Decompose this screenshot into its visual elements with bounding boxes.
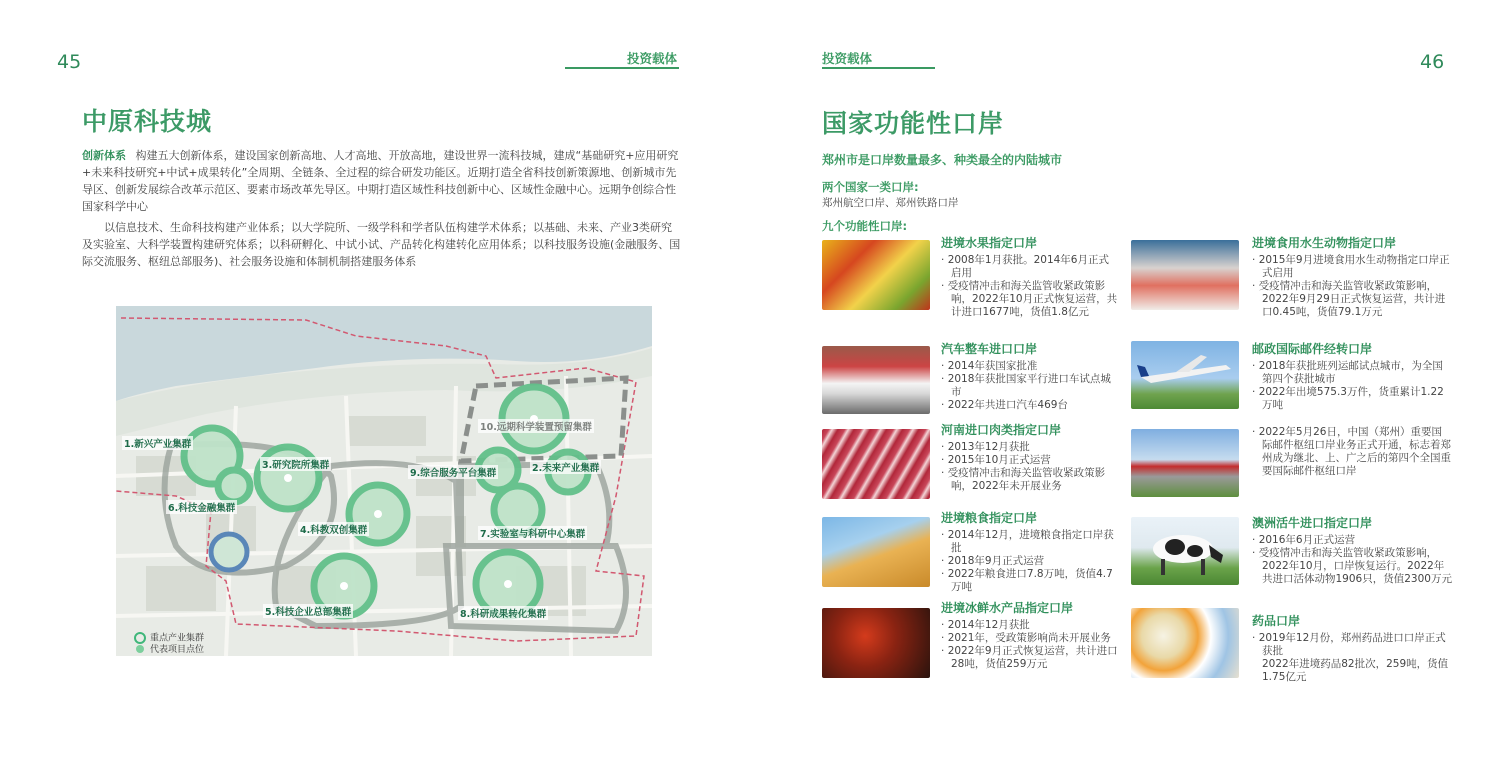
- port-postal: [1252, 340, 1452, 412]
- port-item: · 2022年出境575.3万件，货重累计1.22万吨: [1252, 386, 1444, 411]
- section-label-right: 投资载体: [822, 51, 873, 66]
- port-item: · 2014年12月，进境粮食指定口岸获批: [941, 529, 1114, 554]
- port-item: 2022年进境药品82批次，259吨，货值1.75亿元: [1262, 658, 1449, 683]
- cluster-label: 3.研究院所集群: [260, 457, 331, 471]
- cluster-label: 10.远期科学装置预留集群: [478, 419, 594, 433]
- cluster-label: 9.综合服务平台集群: [408, 465, 498, 479]
- cluster-label: 4.科教双创集群: [298, 522, 369, 536]
- port-item: · 2022年共进口汽车469台: [941, 399, 1068, 411]
- fruit-photo: [822, 240, 930, 310]
- port-title: 进境水果指定口岸: [941, 236, 1038, 250]
- lobster-photo: [822, 608, 930, 678]
- port-item: · 2014年获国家批准: [941, 360, 1038, 372]
- port-item: · 2014年12月获批: [941, 619, 1030, 631]
- port-fruit: [941, 234, 1119, 319]
- page-title-right: 国家功能性口岸: [822, 109, 1005, 138]
- port-title: 进境食用水生动物指定口岸: [1252, 236, 1397, 250]
- cattle-photo: [1131, 517, 1239, 585]
- grain-photo: [822, 517, 930, 587]
- cow-icon: [1131, 517, 1239, 585]
- port-item: · 2022年5月26日，中国（郑州）重要国际邮件枢纽口岸业务正式开通，标志着郑州成为继北、上、广之后的第四个全国重要国际邮件枢纽口岸: [1252, 426, 1451, 477]
- port-item: · 2021年，受政策影响尚未开展业务: [941, 632, 1111, 644]
- cluster-label: 6.科技金融集群: [166, 500, 237, 514]
- meat-photo: [822, 429, 930, 499]
- car-photo: [822, 346, 930, 414]
- planning-map: [116, 306, 652, 656]
- airplane-icon: [1131, 341, 1239, 409]
- class1-label: 两个国家一类口岸:: [822, 180, 919, 194]
- port-item: · 受疫情冲击和海关监管收紧政策影响，2022年未开展业务: [941, 467, 1106, 492]
- port-medicine: [1252, 612, 1452, 684]
- system-paragraph: 以信息技术、生命科技构建产业体系；以大学院所、一级学科和学者队伍构建学术体系；以基础、未来、产业3类研究及实验室、大科学装置构建研究体系；以科研孵化、中试小试、产品转化构建转化应用体系；以科技服务设施(金融服务、国际交流服务、枢纽总部服务)、社会服务设施和体制机制搭建服务体系: [82, 221, 681, 268]
- airplane-photo: [1131, 341, 1239, 409]
- port-title: 进境粮食指定口岸: [941, 511, 1038, 525]
- port-item: · 2013年12月获批: [941, 441, 1030, 453]
- page-number-right: 46: [1420, 51, 1445, 73]
- func-label: 九个功能性口岸:: [822, 219, 908, 233]
- cluster-ring-icon: [134, 632, 146, 644]
- port-item: · 2015年9月进境食用水生动物指定口岸正式启用: [1252, 254, 1450, 279]
- lead-label: 创新体系: [82, 149, 126, 162]
- map-legend: [134, 632, 204, 656]
- class1-text: 郑州航空口岸、郑州铁路口岸: [822, 197, 959, 209]
- seafood-photo: [1131, 240, 1239, 310]
- port-item: · 2008年1月获批。2014年6月正式启用: [941, 254, 1109, 279]
- section-label-left: 投资载体: [627, 51, 678, 66]
- section-underline-right: [822, 67, 935, 69]
- page-number-left: 45: [57, 51, 82, 73]
- port-title: 邮政国际邮件经转口岸: [1252, 342, 1373, 356]
- page-title-left: 中原科技城: [82, 107, 213, 136]
- port-item: · 2019年12月份，郑州药品进口口岸正式获批: [1252, 632, 1446, 657]
- port-item: · 2015年10月正式运营: [941, 454, 1051, 466]
- port-aquatic: [1252, 234, 1452, 319]
- map-graphic: [116, 306, 652, 656]
- medicine-photo: [1131, 608, 1239, 678]
- cluster-label: 7.实验室与科研中心集群: [478, 526, 587, 540]
- port-title: 澳洲活牛进口指定口岸: [1252, 516, 1373, 530]
- port-item: · 2022年粮食进口7.8万吨，货值4.7万吨: [941, 568, 1113, 593]
- port-item: · 受疫情冲击和海关监管收紧政策影响，2022年10月正式恢复运营，共计进口1677吨，货值1.8亿元: [941, 280, 1118, 318]
- port-meat: [941, 421, 1119, 493]
- cluster-label: 2.未来产业集群: [530, 460, 601, 474]
- port-title: 河南进口肉类指定口岸: [941, 423, 1062, 437]
- section-underline-left: [565, 67, 679, 69]
- port-item: · 2018年获批国家平行进口车试点城市: [941, 373, 1111, 398]
- port-item: · 2018年获批班列运邮试点城市，为全国第四个获批城市: [1252, 360, 1443, 385]
- project-dot-icon: [136, 645, 144, 653]
- cluster-label: 5.科技企业总部集群: [263, 604, 353, 618]
- port-item: · 2018年9月正式运营: [941, 555, 1045, 567]
- port-cattle: [1252, 514, 1452, 586]
- port-title: 药品口岸: [1252, 614, 1301, 628]
- subtitle: 郑州市是口岸数量最多、种类最全的内陆城市: [822, 153, 1063, 167]
- port-title: 进境冰鲜水产品指定口岸: [941, 601, 1074, 615]
- port-postal-hub: [1252, 426, 1452, 478]
- intro-paragraph: [82, 147, 682, 215]
- port-title: 汽车整车进口口岸: [941, 342, 1038, 356]
- port-seafood-chilled: [941, 599, 1119, 671]
- port-grain: [941, 509, 1119, 594]
- port-item: · 受疫情冲击和海关监管收紧政策影响，2022年10月，口岸恢复运行。2022年共进口活体动物1906只，货值2300万元: [1252, 547, 1452, 585]
- port-car: [941, 340, 1119, 412]
- intro-text: 构建五大创新体系，建设国家创新高地、人才高地、开放高地，建设世界一流科技城，建成“基础研究+应用研究+未来科技研究+中试+成果转化”全周期、全链条、全过程的综合研发功能区。近期打造全省科技创新策源地、创新城市先导区、创新发展综合改革示范区、要素市场改革先导区。中期打造区域性科技创新中心、区域性金融中心。远期争创综合性国家科学中心: [82, 149, 679, 213]
- cluster-label: 1.新兴产业集群: [122, 436, 193, 450]
- port-item: · 2016年6月正式运营: [1252, 534, 1356, 546]
- postal-hub-photo: [1131, 429, 1239, 497]
- legend-cluster: 重点产业集群: [150, 633, 205, 644]
- legend-project: 代表项目点位: [150, 644, 205, 655]
- port-item: · 受疫情冲击和海关监管收紧政策影响，2022年9月29日正式恢复运营，共计进口0.45吨，货值79.1万元: [1252, 280, 1446, 318]
- port-item: · 2022年9月正式恢复运营，共计进口28吨，货值259万元: [941, 645, 1118, 670]
- cluster-label: 8.科研成果转化集群: [458, 606, 548, 620]
